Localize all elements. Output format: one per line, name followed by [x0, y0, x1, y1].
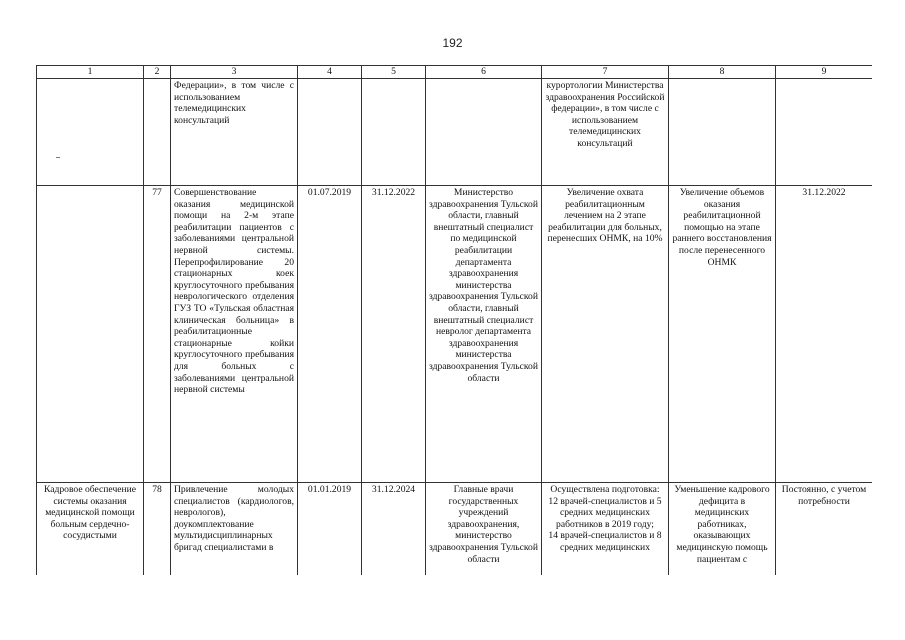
- cell-activity: Совершенствование оказания медицинской помощи на 2-м этапе реабилитации пациентов с заболеваниями центральной нервной системы. Перепрофилирование 20 стационарных коек круглосуточного пребывания неврологического отделения ГУЗ ТО «Тульская областная клиническая больница» в реабилитационные стационарные койки круглосуточного пребывания для больных с заболеваниями центральной нервной системы: [171, 186, 298, 483]
- column-header: 6: [426, 66, 542, 79]
- column-number-row: [37, 66, 873, 79]
- cell-result: курортологии Министерства здравоохранения Российской федерации», в том числе с использованием телемедицинских консультаций: [542, 79, 669, 186]
- cell-end-date: 31.12.2024: [362, 483, 426, 576]
- plan-table: [36, 65, 872, 575]
- cell-start-date: 01.01.2019: [298, 483, 362, 576]
- column-header: 7: [542, 66, 669, 79]
- cell-deadline: [776, 79, 873, 186]
- cell-end-date: [362, 79, 426, 186]
- column-header: 8: [669, 66, 776, 79]
- cell-indicator: Уменьшение кадрового дефицита в медицинских работниках, оказывающих медицинскую помощь пациентам с: [669, 483, 776, 576]
- cell-number: 77: [144, 186, 171, 483]
- column-header: 5: [362, 66, 426, 79]
- cell-deadline: 31.12.2022: [776, 186, 873, 483]
- table-container: [36, 65, 872, 575]
- cell-indicator: [669, 79, 776, 186]
- cell-activity: Федерации», в том числе с использованием телемедицинских консультаций: [171, 79, 298, 186]
- cell-deadline: Постоянно, с учетом потребности: [776, 483, 873, 576]
- cell-number: [144, 79, 171, 186]
- cell-responsible: Главные врачи государственных учреждений здравоохранения, министерство здравоохранения Тульской области: [426, 483, 542, 576]
- column-header: 3: [171, 66, 298, 79]
- cell-start-date: [298, 79, 362, 186]
- table-row: [37, 186, 873, 483]
- cell-section: [37, 186, 144, 483]
- cell-number: 78: [144, 483, 171, 576]
- cell-responsible: [426, 79, 542, 186]
- column-header: 4: [298, 66, 362, 79]
- cell-section: Кадровое обеспечение системы оказания медицинской помощи больным сердечно-сосудистыми: [37, 483, 144, 576]
- column-header: 9: [776, 66, 873, 79]
- column-header: 2: [144, 66, 171, 79]
- page-number: 192: [442, 36, 463, 50]
- cell-section: [37, 79, 144, 186]
- table-row: [37, 483, 873, 576]
- cell-activity: Привлечение молодых специалистов (кардиологов, неврологов), доукомплектование мультидисциплинарных бригад специалистами в: [171, 483, 298, 576]
- cell-start-date: 01.07.2019: [298, 186, 362, 483]
- cell-result: Увеличение охвата реабилитационным лечением на 2 этапе реабилитации для больных, перенесших ОНМК, на 10%: [542, 186, 669, 483]
- cell-end-date: 31.12.2022: [362, 186, 426, 483]
- cell-indicator: Увеличение объемов оказания реабилитационной помощью на этапе раннего восстановления после перенесенного ОНМК: [669, 186, 776, 483]
- cell-result: Осуществлена подготовка: 12 врачей-специалистов и 5 средних медицинских работников в 2019 году; 14 врачей-специалистов и 8 средних медицинских: [542, 483, 669, 576]
- column-header: 1: [37, 66, 144, 79]
- cell-responsible: Министерство здравоохранения Тульской области, главный внештатный специалист по медицинской реабилитации департамента здравоохранения министерства здравоохранения Тульской области, главный внештатный специалист невролог департамента здравоохранения министерства здравоохранения Тульской области: [426, 186, 542, 483]
- table-row: [37, 79, 873, 186]
